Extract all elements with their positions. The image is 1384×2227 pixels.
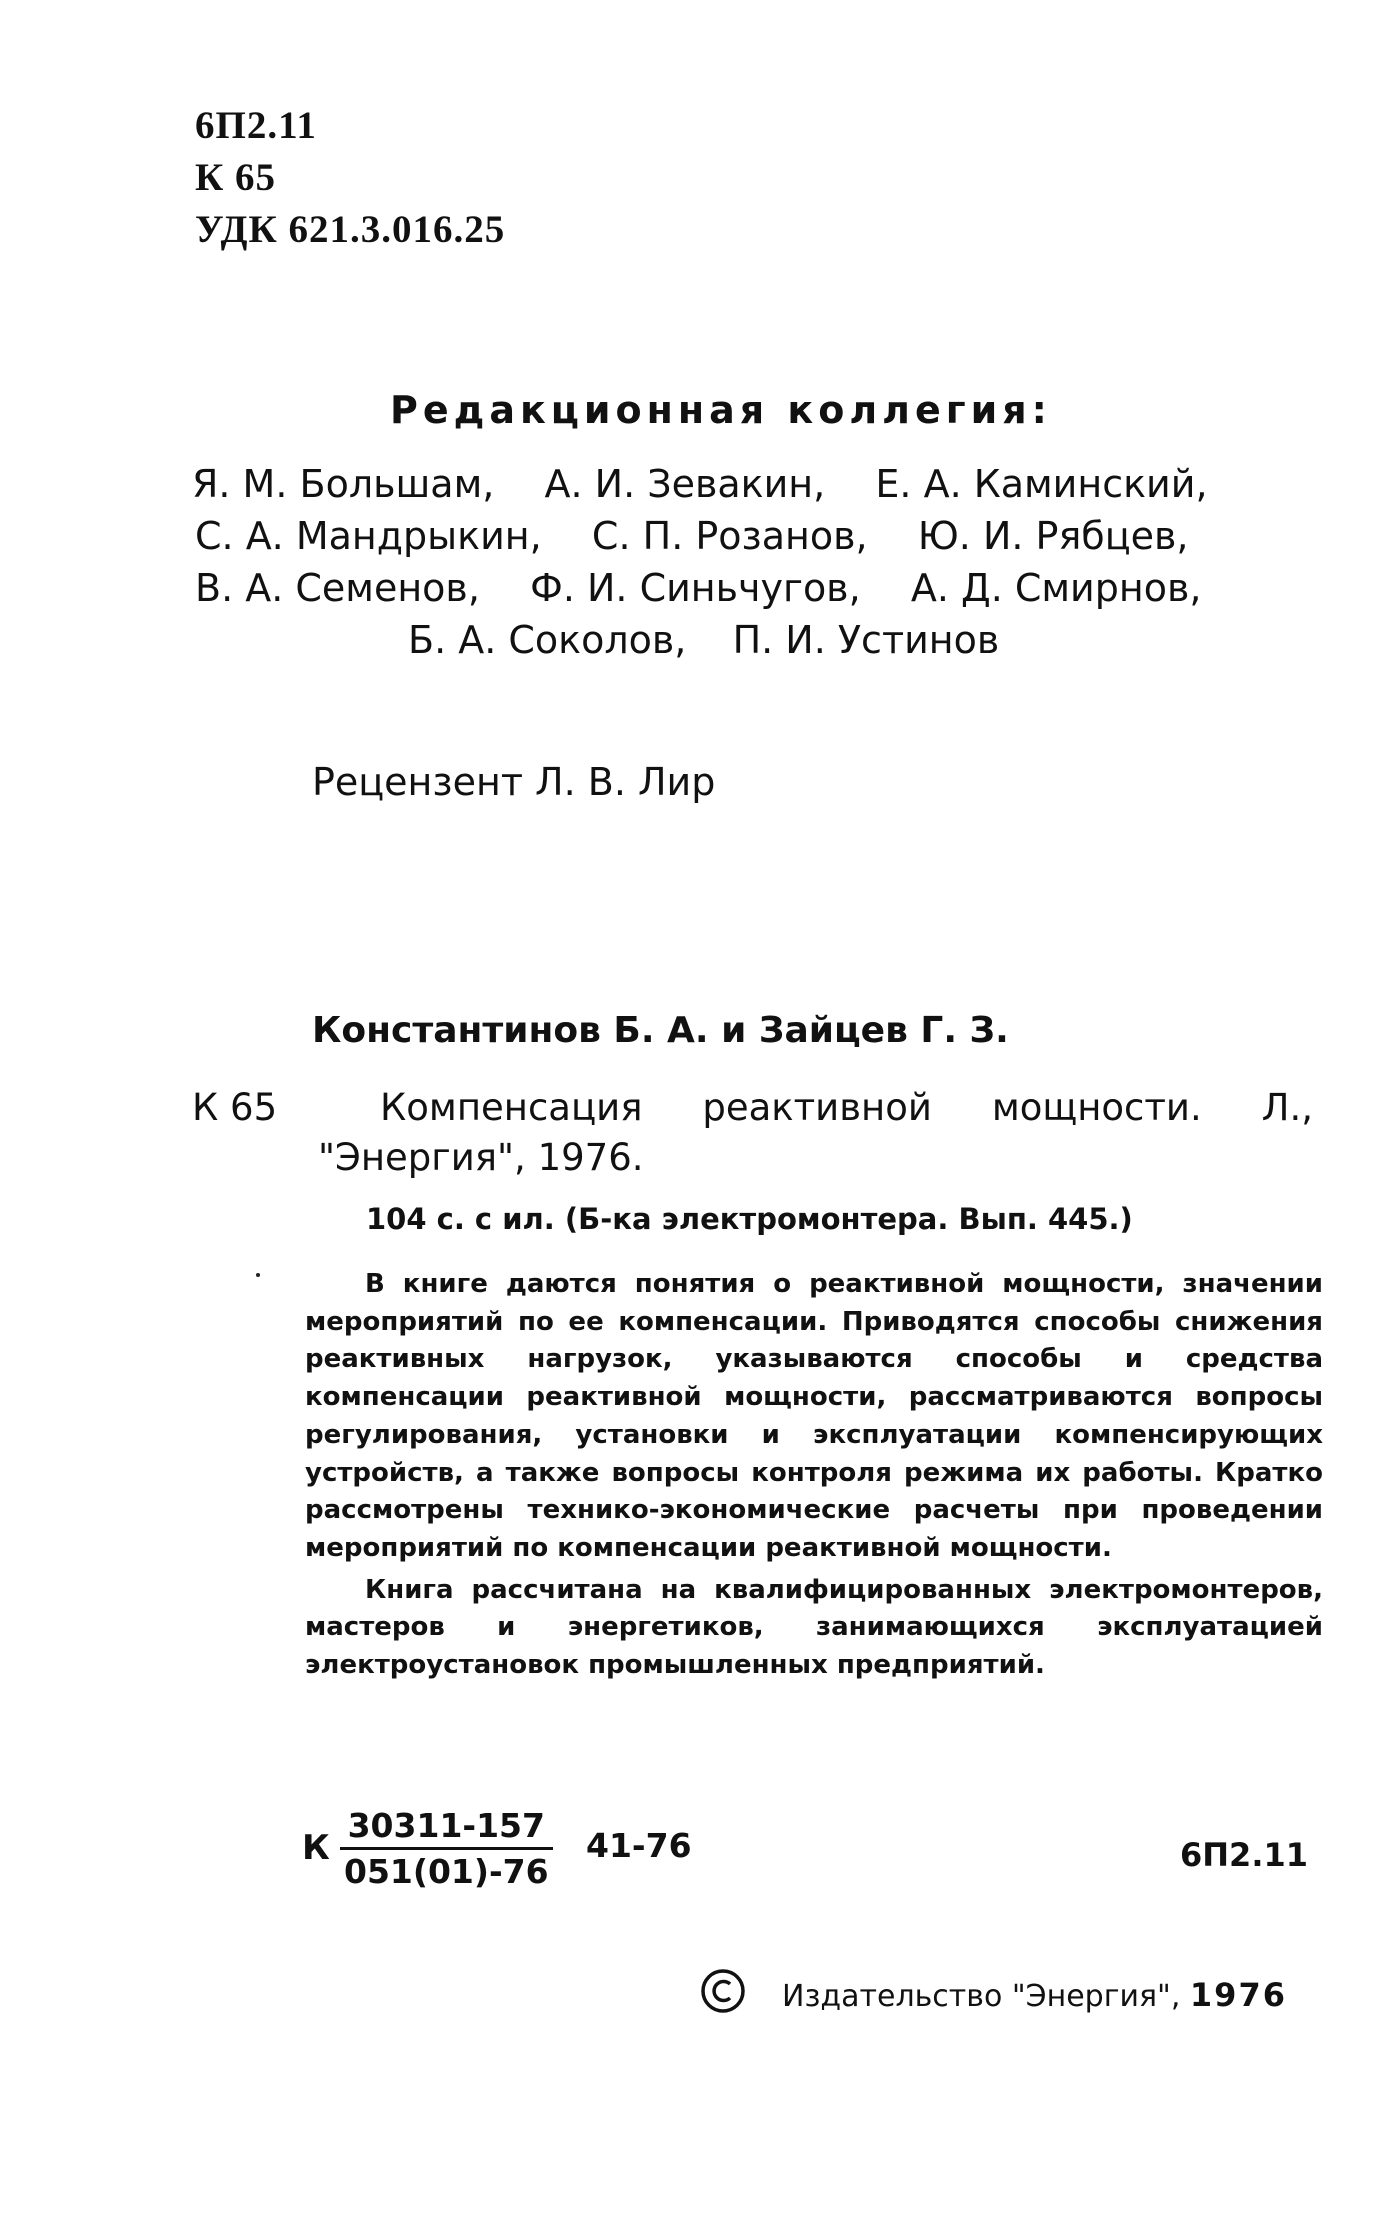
board-member: Б. А. Соколов, [408, 618, 687, 662]
bbk-code: 6П2.11 [195, 104, 317, 147]
title-word: реактивной [702, 1086, 932, 1129]
abstract-paragraph: Книга рассчитана на квалифицированных электромонтеров, мастеров и энергетиков, занимающихся эксплуатацией электроустановок промышленных предприятий. [305, 1574, 1323, 1681]
board-member: С. А. Мандрыкин, [195, 514, 542, 558]
board-member: А. И. Зевакин, [544, 462, 826, 506]
publish-year: 1976 [1189, 1976, 1287, 2014]
abstract-paragraph: В книге даются понятия о реактивной мощности, значении мероприятий по ее компенсации. Приводятся способы снижения реактивных нагрузок, указываются способы и средства компенсации реактивной мощности, рассматриваются вопросы регулирования, установки и эксплуатации компенсирующих устройств, а также вопросы контроля режима их работы. Кратко рассмотрены технико-экономические расчеты при проведении мероприятий по компенсации реактивной мощности. [305, 1269, 1323, 1563]
board-member: П. И. Устинов [732, 618, 1000, 662]
board-member: В. А. Семенов, [195, 566, 480, 610]
index-bbk: 6П2.11 [1180, 1836, 1308, 1874]
publisher-line [782, 1976, 1287, 2014]
book-pages: 104 с. с ил. (Б-ка электромонтера. Вып. 445.) [366, 1202, 1133, 1236]
book-title-line [380, 1086, 1313, 1129]
author-mark: К 65 [195, 156, 277, 199]
catalog-code: К 65 [192, 1086, 278, 1129]
title-word: Л., [1261, 1086, 1313, 1129]
title-word: мощности. [991, 1086, 1202, 1129]
editorial-board-line [195, 566, 1201, 610]
index-letter: К [302, 1828, 330, 1868]
board-member: А. Д. Смирнов, [910, 566, 1202, 610]
board-member: Е. А. Каминский, [875, 462, 1208, 506]
board-member: Ф. И. Синьчугов, [530, 566, 861, 610]
board-member: Я. М. Большам, [192, 462, 495, 506]
abstract [305, 1266, 1323, 1685]
margin-dot [256, 1273, 260, 1277]
editorial-board-line [192, 462, 1208, 506]
classification-block [195, 100, 505, 256]
index-fraction [340, 1806, 553, 1891]
board-member: С. П. Розанов, [591, 514, 868, 558]
authors: Константинов Б. А. и Зайцев Г. З. [312, 1010, 1009, 1051]
index-tail: 41-76 [586, 1826, 692, 1865]
board-member: Ю. И. Рябцев, [917, 514, 1189, 558]
copyright-icon [700, 1968, 746, 2014]
editorial-board-line [195, 514, 1188, 558]
editorial-board-title: Редакционная коллегия: [390, 388, 1052, 432]
reviewer: Рецензент Л. В. Лир [312, 760, 716, 804]
title-word: Компенсация [380, 1086, 643, 1129]
editorial-board-line [408, 618, 999, 662]
udk-code: УДК 621.3.016.25 [195, 208, 506, 251]
index-denominator: 051(01)-76 [344, 1852, 549, 1891]
index-numerator: 30311-157 [340, 1806, 553, 1850]
publisher-name: Издательство "Энергия", [782, 1979, 1181, 2014]
book-publisher-line: "Энергия", 1976. [318, 1136, 644, 1179]
